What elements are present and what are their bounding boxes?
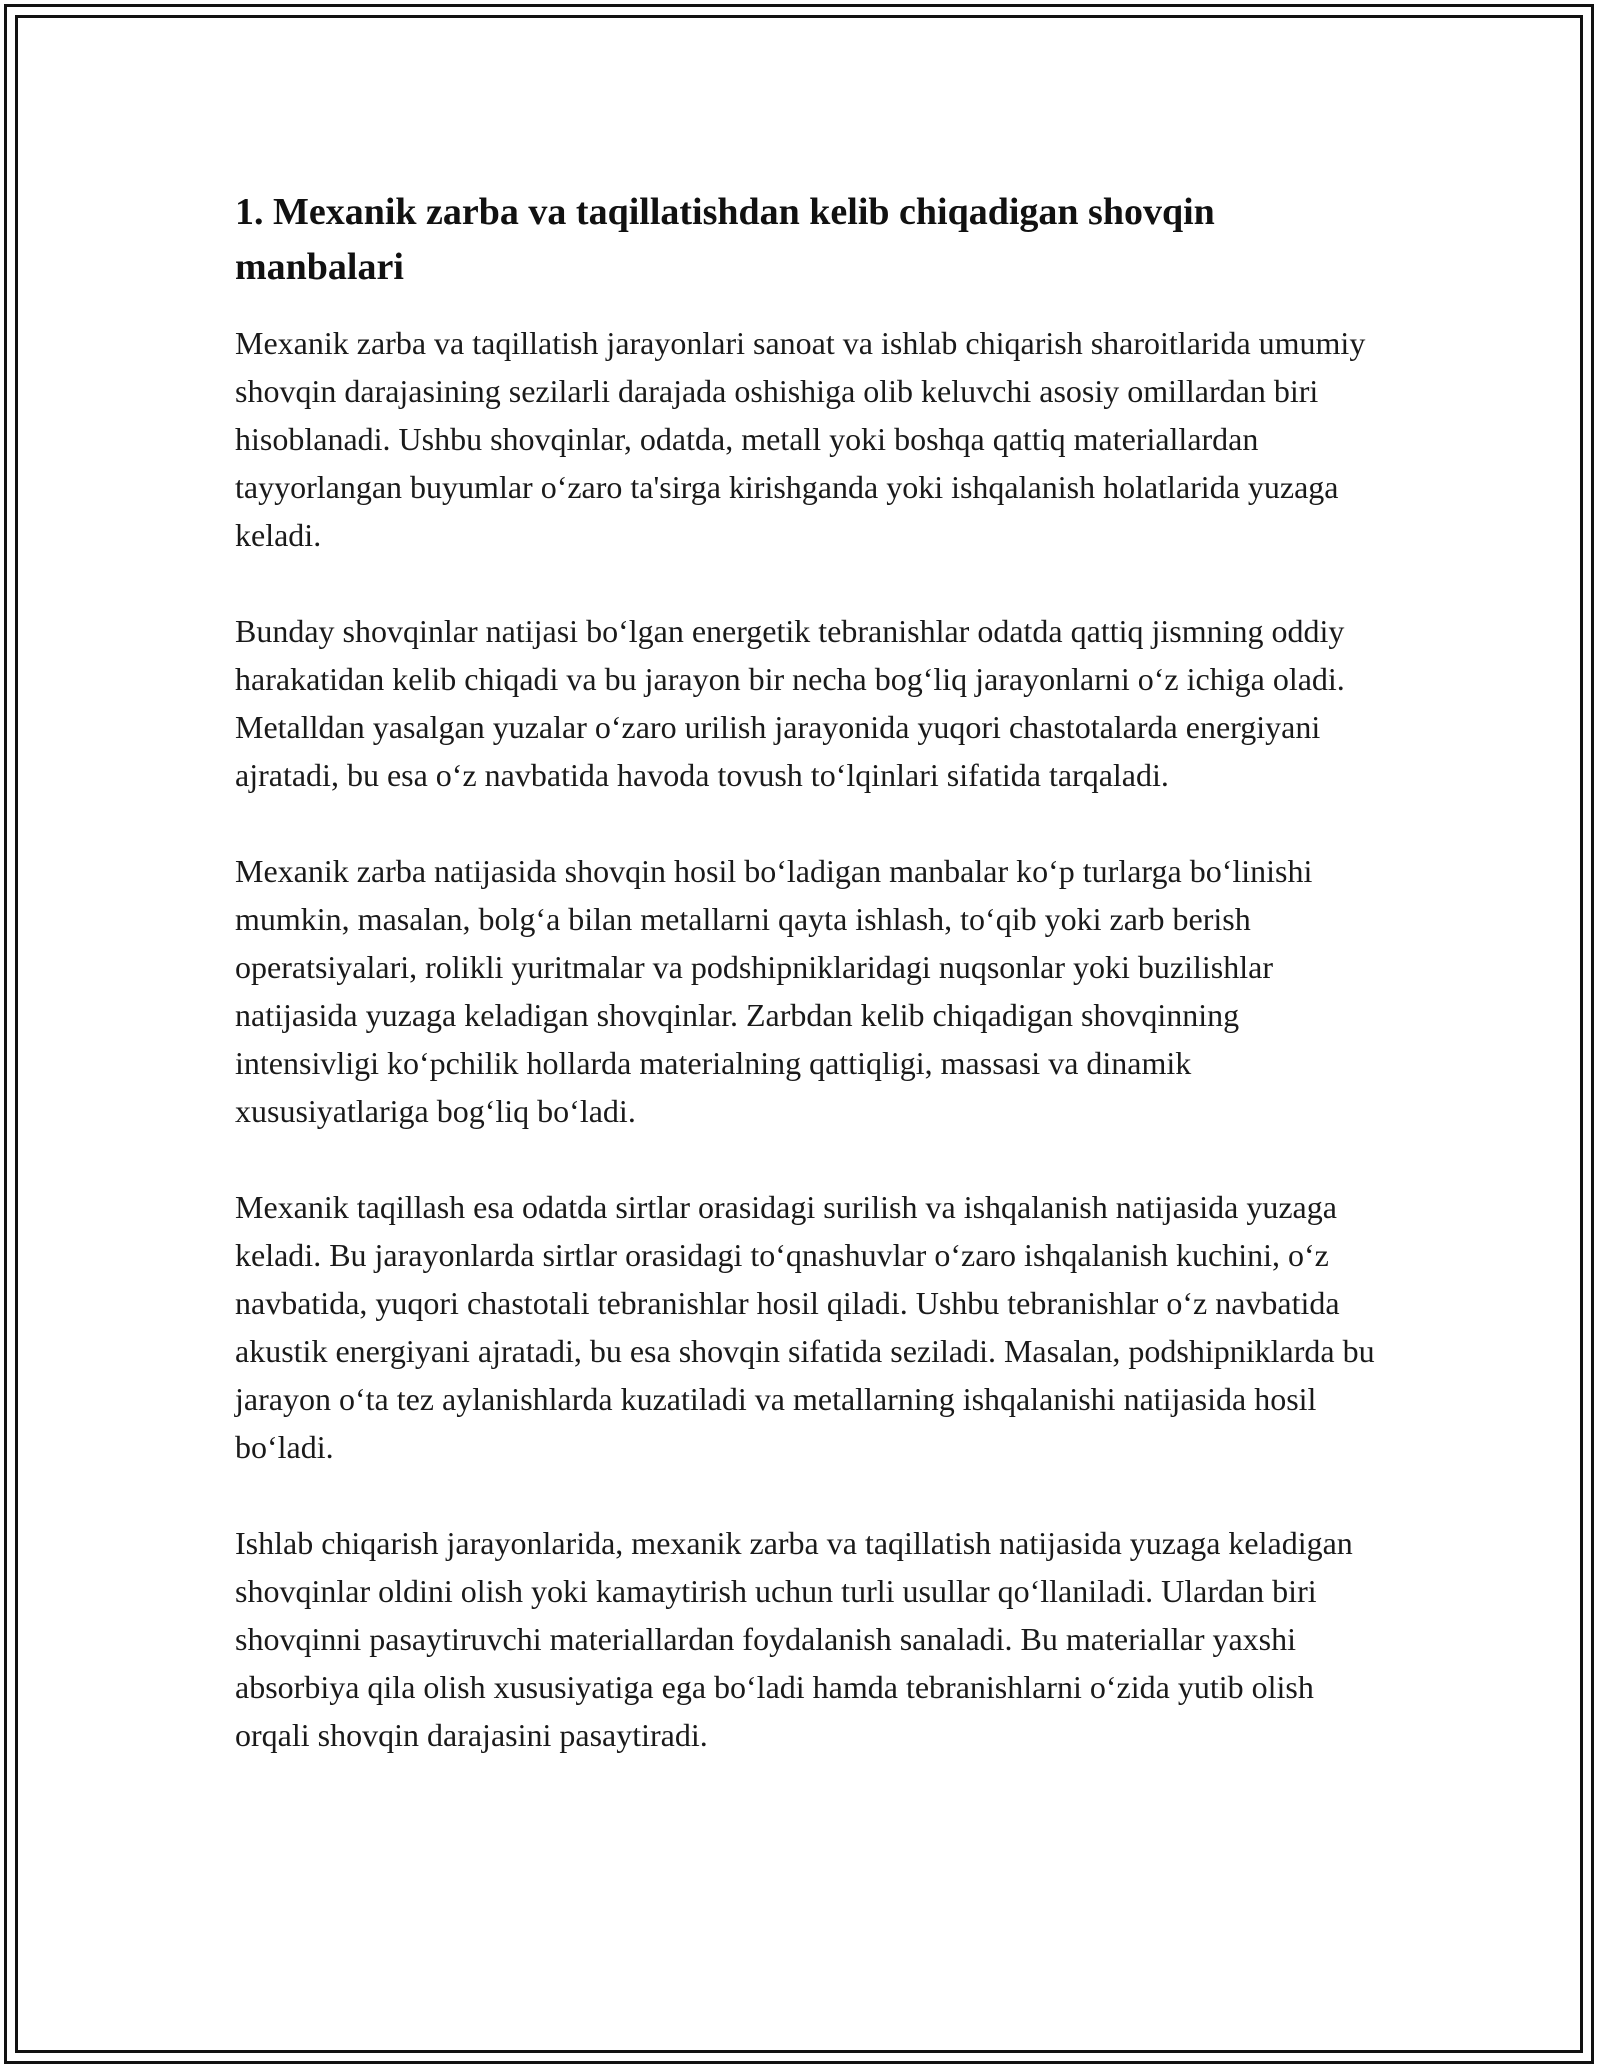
section-heading: 1. Mexanik zarba va taqillatishdan kelib chiqadigan shovqin manbalari — [235, 191, 1215, 288]
paragraph-3: Mexanik zarba natijasida shovqin hosil bo‘ladigan manbalar ko‘p turlarga bo‘linishi mumkin, masalan, bolg‘a bilan metallarni qayta ishlash, to‘qib yoki zarb berish operatsiyalari, rolikli yuritmalar va podshipniklaridagi nuqsonlar yoki buzilishlar natijasida yuzaga keladigan shovqinlar. Zarbdan kelib chiqadigan shovqinning intensivligi ko‘pchilik hollarda materialning qattiqligi, massasi va dinamik xususiyatlariga bog‘liq bo‘ladi. — [235, 853, 1313, 1129]
paragraph-4: Mexanik taqillash esa odatda sirtlar orasidagi surilish va ishqalanish natijasida yuzaga keladi. Bu jarayonlarda sirtlar orasidagi to‘qnashuvlar o‘zaro ishqalanish kuchini, o‘z navbatida, yuqori chastotali tebranishlar hosil qiladi. Ushbu tebranishlar o‘z navbatida akustik energiyani ajratadi, bu esa shovqin sifatida seziladi. Masalan, podshipniklarda bu jarayon o‘ta tez aylanishlarda kuzatiladi va metallarning ishqalanishi natijasida hosil bo‘ladi. — [235, 1189, 1375, 1465]
document-body — [235, 185, 1375, 1759]
paragraph-1: Mexanik zarba va taqillatish jarayonlari sanoat va ishlab chiqarish sharoitlarida umumiy shovqin darajasining sezilarli darajada oshishiga olib keluvchi asosiy omillardan biri hisoblanadi. Ushbu shovqinlar, odatda, metall yoki boshqa qattiq materiallardan tayyorlangan buyumlar o‘zaro ta'sirga kirishganda yoki ishqalanish holatlarida yuzaga keladi. — [235, 325, 1366, 553]
paragraph-5: Ishlab chiqarish jarayonlarida, mexanik zarba va taqillatish natijasida yuzaga keladigan shovqinlar oldini olish yoki kamaytirish uchun turli usullar qo‘llaniladi. Ulardan biri shovqinni pasaytiruvchi materiallardan foydalanish sanaladi. Bu materiallar yaxshi absorbiya qila olish xususiyatiga ega bo‘ladi hamda tebranishlarni o‘zida yutib olish orqali shovqin darajasini pasaytiradi. — [235, 1525, 1353, 1753]
paragraph-2: Bunday shovqinlar natijasi bo‘lgan energetik tebranishlar odatda qattiq jismning oddiy harakatidan kelib chiqadi va bu jarayon bir necha bog‘liq jarayonlarni o‘z ichiga oladi. Metalldan yasalgan yuzalar o‘zaro urilish jarayonida yuqori chastotalarda energiyani ajratadi, bu esa o‘z navbatida havoda tovush to‘lqinlari sifatida tarqaladi. — [235, 613, 1345, 793]
